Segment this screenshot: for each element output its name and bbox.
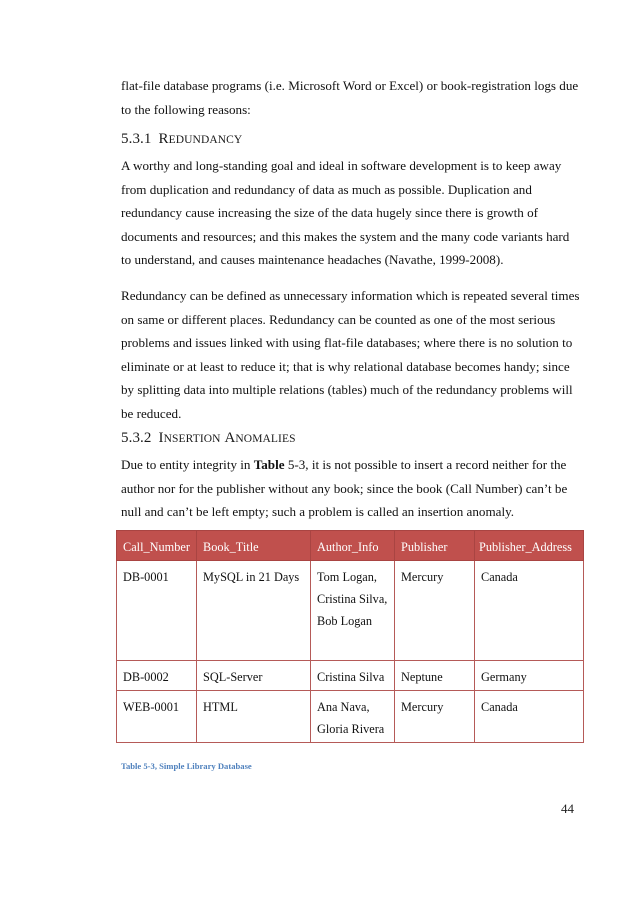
table-cell: Mercury [395,691,475,743]
heading-redundancy: 5.3.1 REDUNDANCY [121,131,243,147]
table-cell: DB-0002 [117,661,197,691]
table-cell: MySQL in 21 Days [197,561,311,661]
table-cell: Cristina Silva [311,661,395,691]
table-caption: Table 5-3, Simple Library Database [121,761,252,771]
heading-insertion-anomalies: 5.3.2 INSERTION ANOMALIES [121,430,296,446]
redundancy-paragraph-2: Redundancy can be defined as unnecessary information which is repeated several times on same or different places. Redundancy can be counted as one of the most serious problems and issues linked with using flat-file databases; where there is no solution to eliminate or at least to reduce it; that is why relational database becomes handy; since by splitting data into multiple relations (tables) much of the redundancy problems will be reduced. [121,288,580,421]
table-cell: Canada [475,691,584,743]
library-table [116,530,584,743]
column-header: Publisher_Address [475,531,584,561]
table-cell: DB-0001 [117,561,197,661]
table-cell: Canada [475,561,584,661]
table-cell: Ana Nava, Gloria Rivera [311,691,395,743]
column-header: Publisher [395,531,475,561]
table-cell: Germany [475,661,584,691]
column-header: Author_Info [311,531,395,561]
table-header-row [117,531,584,561]
insertion-paragraph: Due to entity integrity in Table 5-3, it is not possible to insert a record neither for the author nor for the publisher without any book; since the book (Call Number) can’t be null and can’t be left empty; such a problem is called an insertion anomaly. [121,457,568,520]
table-cell: HTML [197,691,311,743]
table-reference: Table [253,457,285,472]
column-header: Book_Title [197,531,311,561]
table-row [117,561,584,661]
table-cell: Neptune [395,661,475,691]
table-row [117,691,584,743]
redundancy-paragraph-1: A worthy and long-standing goal and ideal in software development is to keep away from duplication and redundancy of data as much as possible. Duplication and redundancy cause increasing the size of the data hugely since there is growth of documents and resources; and this makes the system and the many code variants hard to understand, and causes maintenance headaches (Navathe, 1999-2008). [121,158,570,268]
heading-number: 5.3.2 [121,430,152,446]
intro-paragraph: flat-file database programs (i.e. Microsoft Word or Excel) or book-registration logs due to the following reasons: [121,78,579,117]
table-cell: WEB-0001 [117,691,197,743]
table-cell: Mercury [395,561,475,661]
table-cell: SQL-Server [197,661,311,691]
heading-number: 5.3.1 [121,131,152,147]
column-header: Call_Number [117,531,197,561]
table-cell: Tom Logan, Cristina Silva, Bob Logan [311,561,395,661]
page-number: 44 [561,801,574,816]
table-row [117,661,584,691]
